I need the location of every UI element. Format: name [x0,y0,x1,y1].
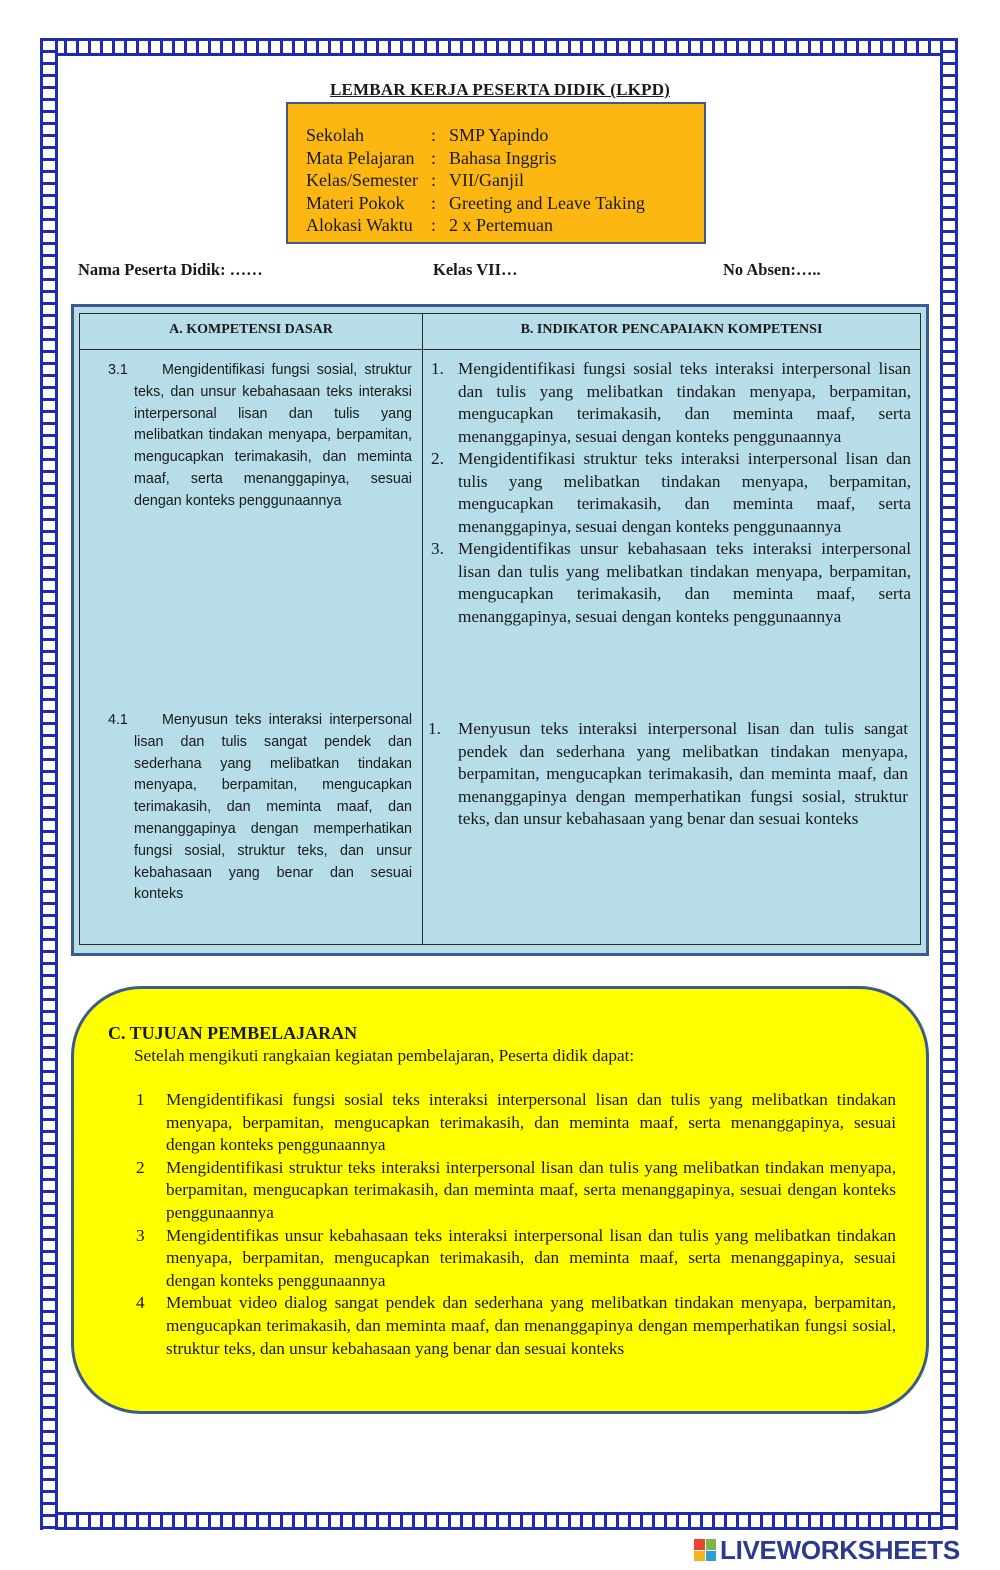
competency-table [79,313,921,945]
student-class-field[interactable]: Kelas VII… [433,260,518,279]
indikator-item: 3. Mengidentifikas unsur kebahasaan teks interaksi interpersonal lisan dan tulis yang melibatkan tindakan menyapa, berpamitan, mengucapkan terimakasih, dan meminta maaf, serta menanggapinya, sesuai dengan konteks penggunaannya [431,539,911,626]
indikator-list-1 [431,358,911,628]
objective-item: 3 Mengidentifikas unsur kebahasaan teks interaksi interpersonal lisan dan tulis yang melibatkan tindakan menyapa, berpamitan, mengucapkan terimakasih, dan meminta maaf, serta menanggapinya, sesuai dengan konteks penggunaannya [136,1225,896,1290]
header-kompetensi-dasar: A. KOMPETENSI DASAR [169,322,333,337]
header-indikator: B. INDIKATOR PENCAPAIAKN KOMPETENSI [520,322,823,337]
student-absen-field[interactable]: No Absen:….. [723,260,821,279]
indikator-item: 1. Mengidentifikasi fungsi sosial teks interaksi interpersonal lisan dan tulis yang melibatkan tindakan menyapa, berpamitan, mengucapkan terimakasih, dan meminta maaf, serta menanggapinya, sesuai dengan konteks penggunaannya [431,359,911,446]
objective-item: 2 Mengidentifikasi struktur teks interaksi interpersonal lisan dan tulis yang melibatkan tindakan menyapa, berpamitan, mengucapkan terimakasih, dan meminta maaf, serta menanggapinya, sesuai dengan konteks penggunaannya [136,1157,896,1222]
decorative-border-right [940,38,958,1530]
kd-text: Mengidentifikasi fungsi sosial, struktur teks, dan unsur kebahasaan teks interaksi interpersonal lisan dan tulis yang melibatkan tindakan menyapa, berpamitan, mengucapkan terimakasih, dan meminta maaf, serta menanggapinya, sesuai dengan konteks penggunaannya [134,362,412,509]
objectives-title: C. TUJUAN PEMBELAJARAN [108,1023,358,1043]
decorative-border-top [40,38,958,56]
info-value: 2 x Pertemuan [449,215,553,236]
brand-name: LIVEWORKSHEETS [720,1534,960,1565]
liveworksheets-brand[interactable] [694,1536,960,1564]
decorative-border-bottom [40,1512,958,1530]
kompetensi-dasar-item [110,710,412,906]
objective-item: 4 Membuat video dialog sangat pendek dan sederhana yang melibatkan tindakan menyapa, berpamitan, mengucapkan terimakasih, dan meminta maaf, dan menanggapinya dengan memperhatikan fungsi sosial, struktur teks, dan unsur kebahasaan yang benar dan sesuai konteks [136,1293,896,1358]
info-label: Materi Pokok [306,192,405,213]
decorative-border-left [40,38,58,1530]
learning-objectives-section [71,986,929,1414]
info-row-school: Sekolah : SMP Yapindo [306,125,549,145]
objectives-intro: Setelah mengikuti rangkaian kegiatan pembelajaran, Peserta didik dapat: [134,1046,635,1065]
kd-number: 4.1 [108,712,128,728]
kompetensi-dasar-item [110,360,412,513]
kd-number: 3.1 [108,362,128,378]
info-row-topic: Materi Pokok : Greeting and Leave Taking [306,192,645,213]
info-value: VII/Ganjil [449,170,524,191]
student-info-row [78,260,938,284]
info-row-subject: Mata Pelajaran : Bahasa Inggris [306,147,557,168]
info-row-class-semester: Kelas/Semester : VII/Ganjil [306,170,524,191]
indikator-item: 2. Mengidentifikasi struktur teks interaksi interpersonal lisan dan tulis yang melibatkan tindakan menyapa, berpamitan, mengucapkan terimakasih, dan meminta maaf, serta menanggapinya, sesuai dengan konteks penggunaannya [431,449,911,536]
student-name-field[interactable]: Nama Peserta Didik: …… [78,260,263,279]
info-value: SMP Yapindo [449,125,549,145]
info-label: Kelas/Semester [306,170,418,191]
info-value: Bahasa Inggris [449,147,557,168]
info-row-time: Alokasi Waktu : 2 x Pertemuan [306,215,553,236]
kd-text: Menyusun teks interaksi interpersonal lisan dan tulis sangat pendek dan sederhana yang melibatkan tindakan menyapa, berpamitan, mengucapkan terimakasih, dan meminta maaf, dan menanggapinya dengan memperhatikan fungsi sosial, struktur teks, dan unsur kebahasaan yang benar dan sesuai konteks [134,712,412,903]
info-label: Alokasi Waktu [306,215,413,236]
objectives-list [136,1089,896,1360]
info-label: Sekolah [306,125,364,145]
indikator-list-2 [428,718,908,831]
competency-section [71,304,929,956]
worksheet-title: LEMBAR KERJA PESERTA DIDIK (LKPD) [329,80,671,99]
objective-item: 1 Mengidentifikasi fungsi sosial teks interaksi interpersonal lisan dan tulis yang melibatkan tindakan menyapa, berpamitan, mengucapkan terimakasih, dan meminta maaf, serta menanggapinya, sesuai dengan konteks penggunaannya [136,1090,896,1155]
info-label: Mata Pelajaran [306,147,415,168]
liveworksheets-logo-icon [694,1539,716,1561]
school-info-box [286,102,706,244]
indikator-item: 1. Menyusun teks interaksi interpersonal lisan dan tulis sangat pendek dan sederhana yang melibatkan tindakan menyapa, berpamitan, mengucapkan terimakasih, dan meminta maaf, dan menanggapinya dengan memperhatikan fungsi sosial, struktur teks, dan unsur kebahasaan yang benar dan sesuai konteks [428,719,908,828]
info-value: Greeting and Leave Taking [449,192,645,213]
